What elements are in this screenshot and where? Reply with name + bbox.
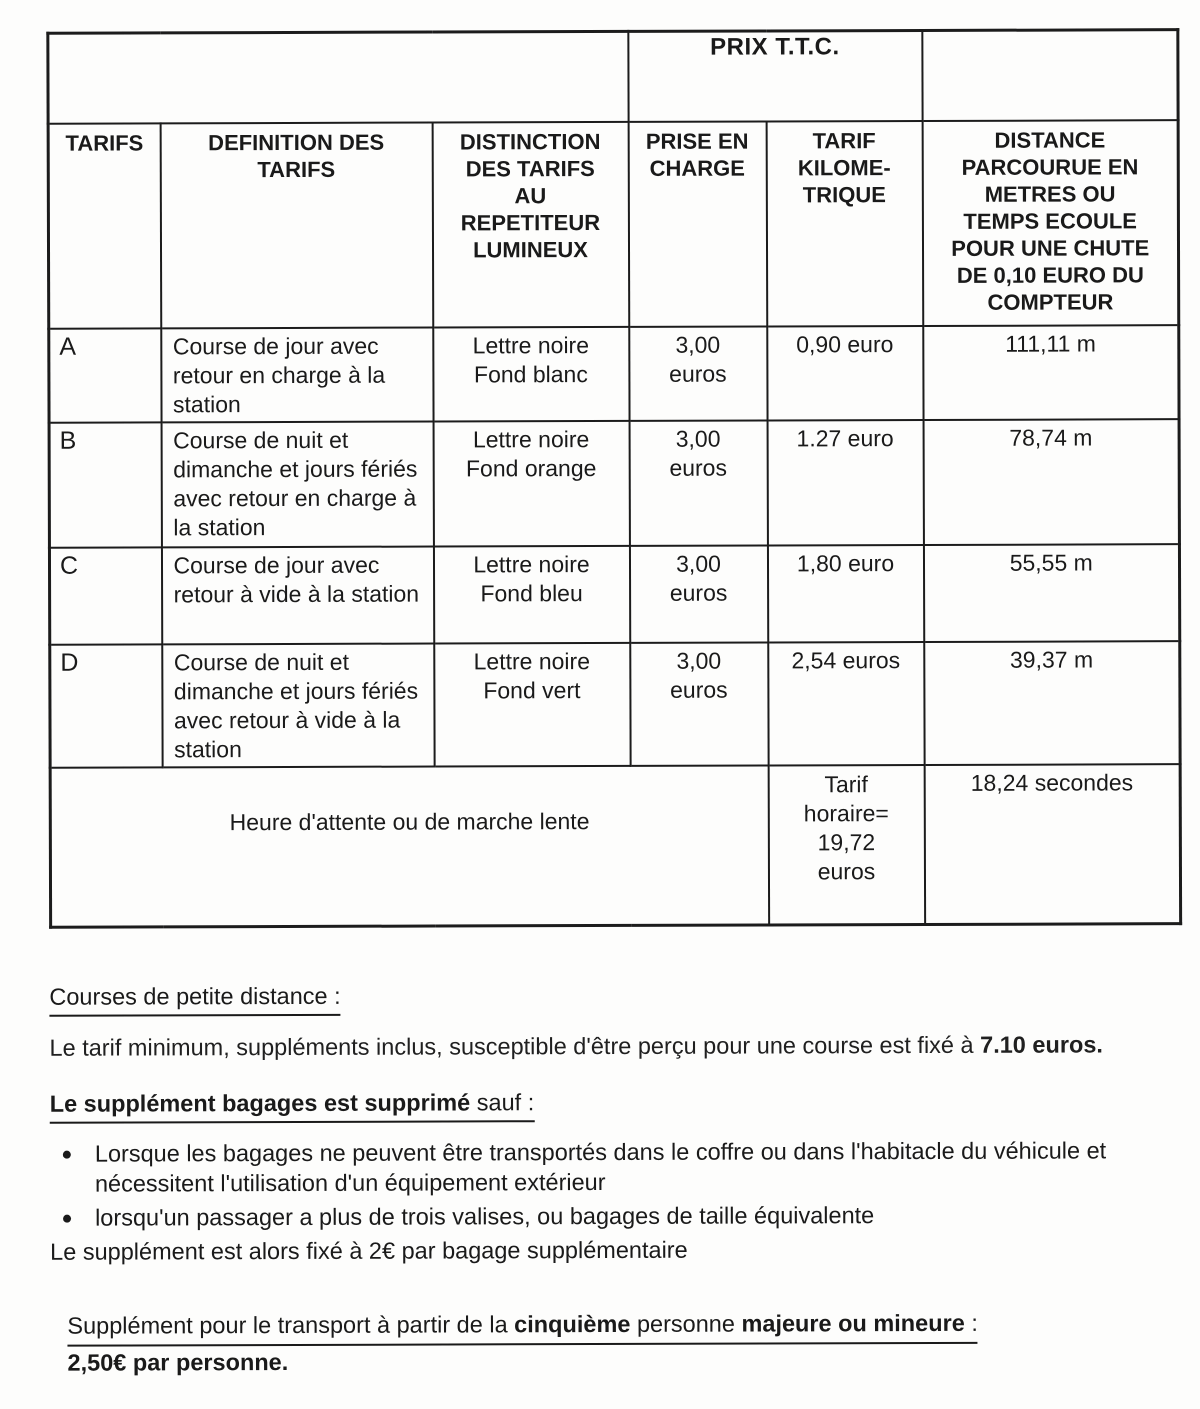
top-header-row [48,30,1178,124]
note-cinquieme [67,1306,1152,1379]
tariff-definition: Course de nuit et dimanche et jours fériés avec retour en charge à la station [161,421,433,547]
tariff-row-d [50,641,1180,768]
tariff-kilometrique: 2,54 euros [768,641,924,764]
tariff-definition: Course de jour avec retour à vide à la station [161,546,433,644]
column-header-row [48,120,1179,329]
cinquieme-underlined-line [67,1307,978,1347]
petite-distance-body-bold: 7.10 euros. [980,1031,1103,1058]
col-header-prise-en-charge: PRISE EN CHARGE [628,121,767,326]
tariff-distinction: Lettre noire Fond orange [433,420,629,546]
tariff-prise-en-charge: 3,00 euros [629,326,767,420]
tariff-code: A [49,328,161,422]
tariff-table-wrap [46,28,1182,929]
attente-label-cell: Heure d'attente ou de marche lente [50,765,768,927]
attente-row [50,764,1180,928]
attente-distance-cell: 18,24 secondes [924,764,1181,925]
notes-section [49,980,1152,1379]
tariff-definition: Course de nuit et dimanche et jours fériés avec retour à vide à la station [162,643,434,767]
tariff-distance: 78,74 m [923,419,1179,545]
tariff-row-b [49,419,1179,548]
tariff-code: C [49,547,161,644]
tariff-kilometrique: 1.27 euro [767,419,923,544]
petite-distance-body-text: Le tarif minimum, suppléments inclus, susceptible d'être perçu pour une course est fixé à [49,1031,981,1061]
tariff-table [46,28,1182,929]
tariff-definition: Course de jour avec retour en charge à la station [161,327,433,422]
prix-ttc-header: PRIX T.T.C. [628,30,922,121]
tariff-distance: 111,11 m [923,325,1179,420]
empty-header-cell-right [922,30,1178,121]
cinquieme-part4-bold: majeure ou mineure [741,1309,965,1337]
col-header-distance: DISTANCE PARCOURUE EN METRES OU TEMPS ECOULE POUR UNE CHUTE DE 0,10 EURO DU COMPTEUR [922,120,1179,326]
note-petite-distance-heading [49,980,1151,1016]
bagages-bullet-list [50,1135,1152,1232]
tariff-code: B [49,422,161,547]
tariff-row-c [49,544,1179,645]
bagages-heading-bold: Le supplément bagages est supprimé [49,1089,471,1117]
tariff-distance: 55,55 m [923,544,1179,642]
bagages-heading-text [50,1089,535,1124]
tariff-distinction: Lettre noire Fond vert [434,642,630,766]
col-header-tarifs: TARIFS [48,123,161,328]
tariff-row-a [49,325,1179,423]
tariff-kilometrique: 0,90 euro [767,325,923,419]
note-petite-distance-body [49,1030,1151,1062]
col-header-distinction: DISTINCTION DES TARIFS AU REPETITEUR LUMINEUX [432,121,629,327]
tariff-prise-en-charge: 3,00 euros [630,642,768,765]
tariff-distinction: Lettre noire Fond blanc [433,326,629,421]
note-bagages-footer: Le supplément est alors fixé à 2€ par bagage supplémentaire [50,1236,688,1265]
cinquieme-part2-bold: cinquième [514,1310,631,1338]
cinquieme-part3: personne [630,1310,742,1337]
tariff-kilometrique: 1,80 euro [767,544,923,641]
note-bagages-heading [50,1087,1152,1123]
empty-header-cell-left [48,31,628,123]
cinquieme-price-bold: 2,50€ par personne. [67,1348,289,1376]
tariff-prise-en-charge: 3,00 euros [629,420,767,545]
bullet-item: lorsqu'un passager a plus de trois valises, ou bagages de taille équivalente [50,1199,1152,1232]
tariff-code: D [50,644,162,767]
bullet-item: Lorsque les bagages ne peuvent être transportés dans le coffre ou dans l'habitacle du véhicule et nécessitent l'utilisation d'un équipement extérieur [50,1135,1152,1198]
tariff-prise-en-charge: 3,00 euros [629,545,767,642]
tariff-distinction: Lettre noire Fond bleu [433,545,629,643]
col-header-definition: DEFINITION DES TARIFS [160,122,433,328]
cinquieme-part1: Supplément pour le transport à partir de la [67,1311,515,1339]
petite-distance-heading-text: Courses de petite distance : [49,983,340,1017]
bagages-heading-regular: sauf : [470,1089,535,1116]
cinquieme-part5: : [964,1309,978,1336]
tariff-distance: 39,37 m [924,641,1180,765]
attente-tarif-cell: Tarif horaire= 19,72 euros [768,764,925,924]
col-header-tarif-kilometrique: TARIF KILOME- TRIQUE [766,120,923,325]
